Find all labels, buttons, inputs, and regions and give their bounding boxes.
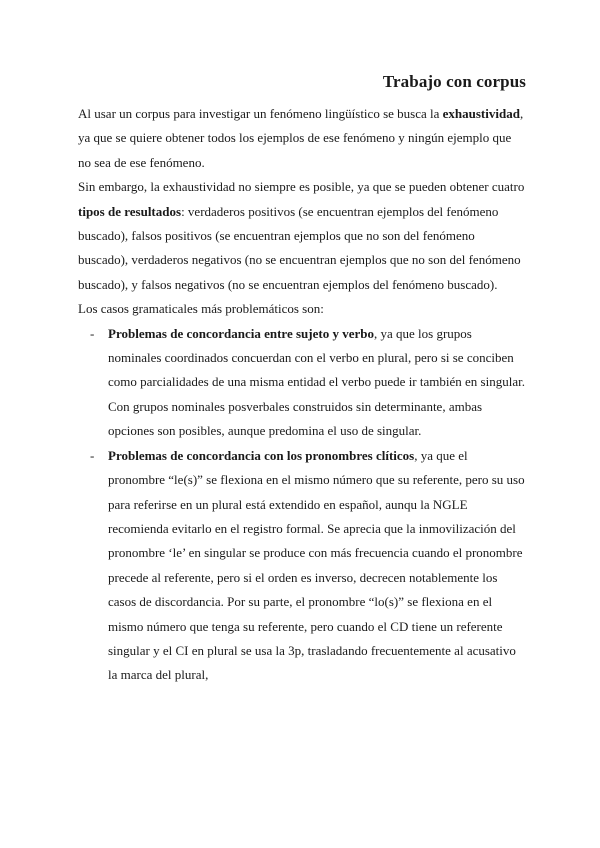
page-title: Trabajo con corpus [382, 72, 526, 91]
list-item [71, 322, 526, 444]
paragraph-casos: Los casos gramaticales más problemáticos son: [78, 301, 324, 317]
bullet-marker: - [90, 325, 95, 341]
paragraph-text: Al usar un corpus para investigar un fenómeno lingüístico se busca la [78, 106, 443, 121]
paragraph-text: : verdaderos positivos (se encuentran ejemplos del fenómeno buscado), falsos positivos (se encuentran ejemplos que no son del fenómeno buscado), verdaderos negativos (no se encuentran ejemplos que no son del fenómeno buscado), y falsos negativos (no se encuentran ejemplos del fenómeno buscado). [78, 203, 521, 292]
bold-term: exhaustividad [442, 106, 520, 121]
bold-term: tipos de resultados [78, 203, 182, 219]
bold-term: Problemas de concordancia entre sujeto y verbo [108, 325, 374, 341]
paragraph-text: Sin embargo, la exhaustividad no siempre es posible, ya que se pueden obtener cuatro [78, 179, 525, 195]
paragraph-exhaustividad [71, 102, 526, 175]
bullet-list [71, 322, 526, 688]
list-item [71, 444, 526, 688]
list-item-text: , ya que los grupos nominales coordinados concuerdan con el verbo en plural, pero si se conciben como parcialidades de una misma entidad el verbo puede ir también en singular. Con grupos nominales posverbales construidos sin determinante, ambas opciones son posibles, aunque predomina el uso de singular. [108, 325, 525, 439]
paragraph-tipos-resultados [71, 175, 526, 297]
bold-term: Problemas de concordancia con los pronombres clíticos [108, 447, 415, 463]
paragraph-text: , ya que se quiere obtener todos los ejemplos de ese fenómeno y ningún ejemplo que no sea de ese fenómeno. [78, 106, 524, 170]
bullet-marker: - [90, 447, 95, 463]
list-item-text: , ya que el pronombre “le(s)” se flexiona en el mismo número que su referente, pero su uso para referirse en un plural está extendido en español, aunqu la NGLE recomienda evitarlo en el registro formal. Se aprecia que la inmovilización del pronombre ‘le’ en singular se produce con más frecuencia cuando el pronombre precede al referente, pero si el orden es inverso, decrecen notablemente los casos de discordancia. Por su parte, el pronombre “lo(s)” se flexiona en el mismo número que tenga su referente, pero cuando el CD tiene un referente singular y el CI en plural se usa la 3p, trasladando frecuentemente al acusativo la marca del plural, [108, 447, 525, 683]
